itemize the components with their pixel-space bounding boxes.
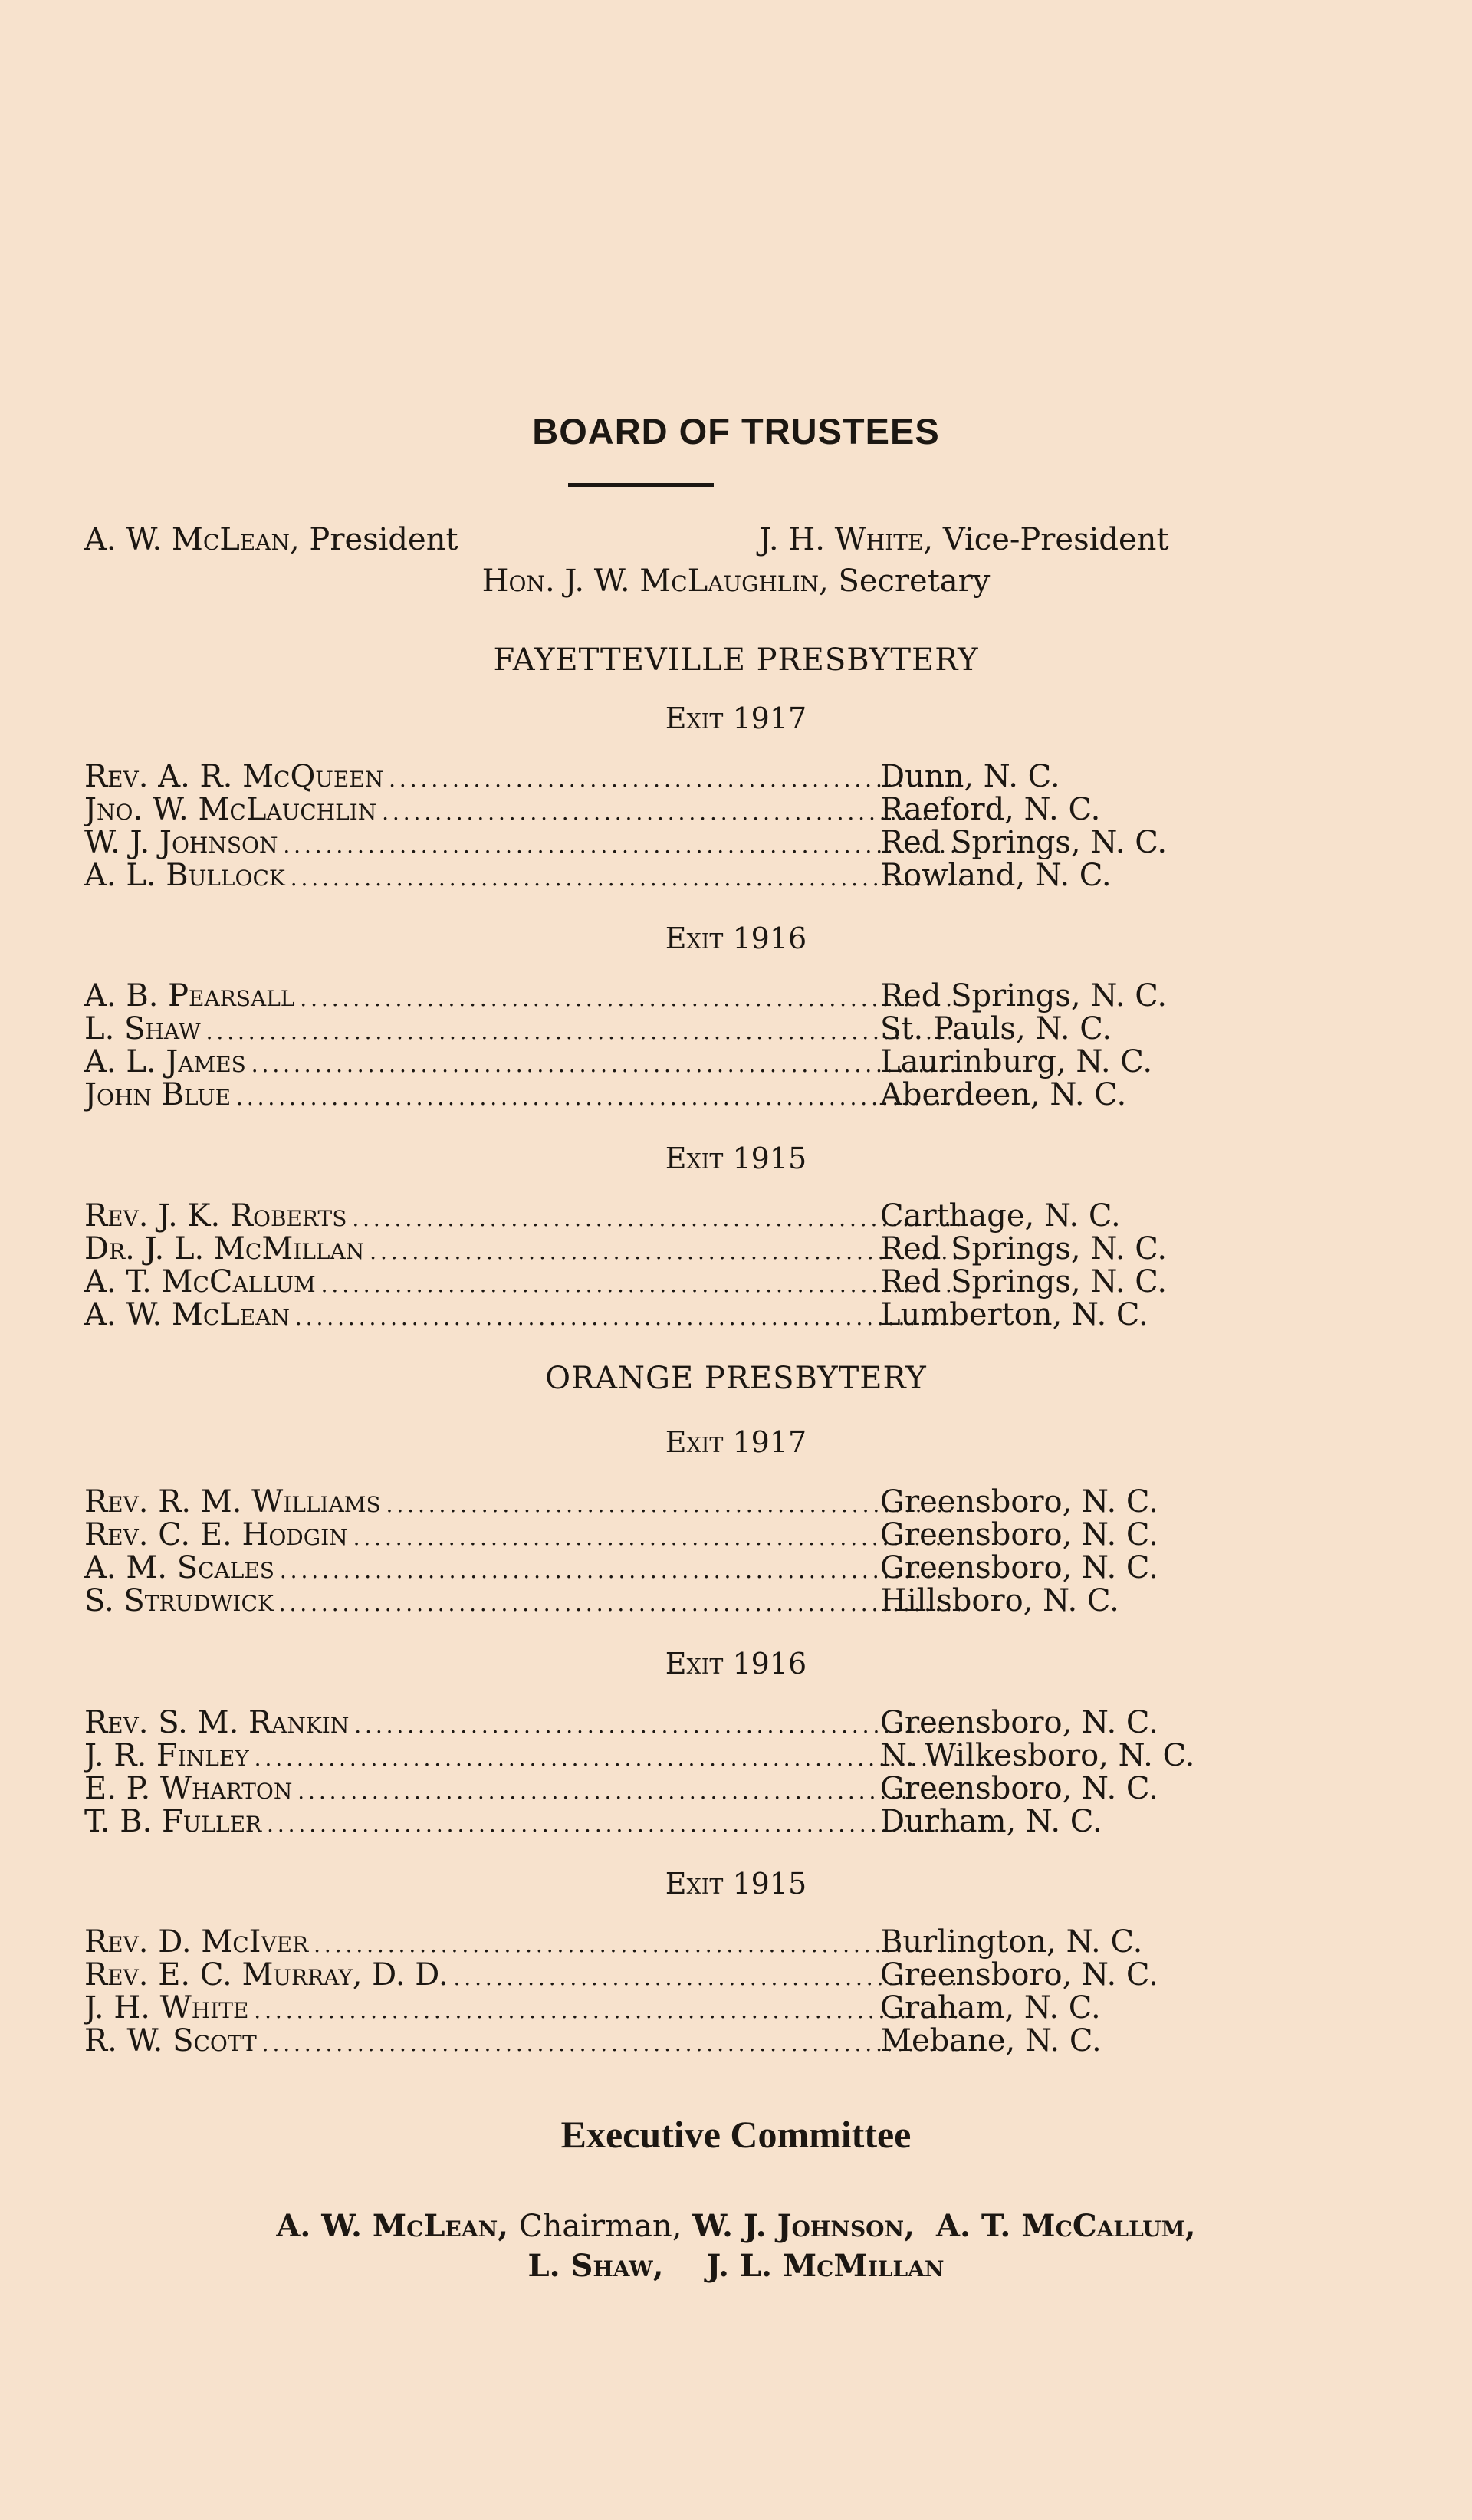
trustee-place: Lumberton, N. C.: [880, 1297, 1148, 1332]
trustee-row: [84, 825, 1211, 859]
trustee-name: A. L. James . . .: [84, 1044, 960, 1079]
trustee-place: Greensboro, N. C.: [880, 1771, 1158, 1806]
committee-member: A. T. McCallum,: [935, 2208, 1196, 2244]
trustee-name: A. B. Pearsall . . .: [84, 978, 960, 1014]
secretary-line: [0, 563, 1472, 599]
trustee-name: A. M. Scales . . .: [84, 1550, 960, 1585]
executive-committee-line-1: [0, 2208, 1472, 2244]
trustee-row: [84, 1924, 1211, 1958]
trustee-name: Rev. E. C. Murray, D. D. . . .: [84, 1957, 960, 1993]
exit-heading: Exit 1917: [665, 1425, 807, 1459]
trustee-place: Greensboro, N. C.: [880, 1957, 1158, 1993]
committee-member: L. Shaw,: [527, 2248, 664, 2284]
trustee-place: Greensboro, N. C.: [880, 1705, 1158, 1740]
exit-heading: Exit 1917: [665, 701, 807, 735]
trustee-name: Rev. D. McIver . . .: [84, 1924, 960, 1960]
trustee-row: [84, 792, 1211, 826]
trustee-name: Jno. W. McLauchlin . . .: [84, 792, 960, 827]
committee-member: W. J. Johnson,: [692, 2208, 915, 2244]
trustee-place: Red Springs, N. C.: [880, 1264, 1168, 1299]
trustee-row: [84, 1957, 1211, 1991]
trustee-name: R. W. Scott . . .: [84, 2023, 960, 2058]
trustee-place: Laurinburg, N. C.: [880, 1044, 1153, 1079]
trustee-row: [84, 1231, 1211, 1265]
trustee-row: [84, 759, 1211, 793]
trustee-name: J. H. White . . .: [84, 1990, 960, 2026]
trustee-row: [84, 1198, 1211, 1232]
trustee-place: Durham, N. C.: [880, 1804, 1102, 1839]
trustee-place: Mebane, N. C.: [880, 2023, 1102, 2058]
trustee-name: Dr. J. L. McMillan . . .: [84, 1231, 960, 1267]
trustee-place: Carthage, N. C.: [880, 1198, 1121, 1234]
secretary-name: Hon. J. W. McLaughlin,: [481, 563, 829, 599]
trustee-place: Graham, N. C.: [880, 1990, 1101, 2026]
trustee-place: Raeford, N. C.: [880, 792, 1101, 827]
vice-president-name: J. H. White,: [759, 522, 934, 557]
vice-president-title: Vice-President: [942, 522, 1169, 557]
trustee-name: Rev. A. R. McQueen . . .: [84, 759, 960, 794]
trustee-row: [84, 1583, 1211, 1617]
trustee-place: St. Pauls, N. C.: [880, 1011, 1112, 1046]
president-name: A. W. McLean,: [84, 522, 300, 557]
trustee-row: [84, 1990, 1211, 2024]
vice-president-line: [759, 522, 1169, 557]
trustee-name: A. T. McCallum . . .: [84, 1264, 960, 1299]
page-title: BOARD OF TRUSTEES: [532, 411, 940, 452]
trustee-row: [84, 1297, 1211, 1331]
trustee-name: A. L. Bullock . . .: [84, 858, 960, 893]
secretary-title: Secretary: [838, 563, 991, 599]
executive-committee-line-2: [0, 2248, 1472, 2284]
trustee-place: Red Springs, N. C.: [880, 1231, 1168, 1267]
trustee-place: Aberdeen, N. C.: [880, 1077, 1127, 1112]
exit-heading: Exit 1915: [665, 1867, 807, 1901]
trustee-row: [84, 1484, 1211, 1518]
trustee-place: N. Wilkesboro, N. C.: [880, 1738, 1195, 1773]
trustee-row: [84, 1264, 1211, 1298]
trustee-name: J. R. Finley . . .: [84, 1738, 960, 1773]
trustee-place: Greensboro, N. C.: [880, 1484, 1158, 1520]
trustee-row: [84, 1517, 1211, 1551]
trustee-name: Rev. C. E. Hodgin . . .: [84, 1517, 960, 1552]
trustee-name: Rev. S. M. Rankin . . .: [84, 1705, 960, 1740]
trustee-row: [84, 978, 1211, 1012]
committee-member: J. L. McMillan: [706, 2248, 945, 2284]
trustee-row: [84, 1771, 1211, 1805]
trustee-name: S. Strudwick . . .: [84, 1583, 960, 1618]
president-line: [84, 522, 458, 557]
trustee-row: [84, 1738, 1211, 1772]
trustee-name: Rev. J. K. Roberts . . .: [84, 1198, 960, 1234]
committee-role: Chairman,: [519, 2209, 682, 2244]
presbytery-heading-fayetteville: FAYETTEVILLE PRESBYTERY: [493, 642, 979, 678]
trustee-place: Red Springs, N. C.: [880, 825, 1168, 860]
trustee-name: A. W. McLean . . .: [84, 1297, 960, 1332]
president-title: President: [309, 522, 458, 557]
trustee-row: [84, 1011, 1211, 1045]
title-divider: [568, 483, 714, 487]
exit-heading: Exit 1916: [665, 1647, 807, 1681]
trustee-row: [84, 1705, 1211, 1739]
trustee-name: T. B. Fuller . . .: [84, 1804, 960, 1839]
presbytery-heading-orange: ORANGE PRESBYTERY: [545, 1361, 927, 1396]
trustee-place: Rowland, N. C.: [880, 858, 1112, 893]
trustee-place: Dunn, N. C.: [880, 759, 1060, 794]
trustee-row: [84, 1077, 1211, 1111]
trustee-place: Red Springs, N. C.: [880, 978, 1168, 1014]
committee-member: A. W. McLean,: [276, 2208, 509, 2244]
exit-heading: Exit 1915: [665, 1142, 807, 1175]
trustee-place: Greensboro, N. C.: [880, 1517, 1158, 1552]
trustee-place: Hillsboro, N. C.: [880, 1583, 1119, 1618]
trustee-name: Rev. R. M. Williams . . .: [84, 1484, 960, 1520]
trustee-name: W. J. Johnson . . .: [84, 825, 960, 860]
trustee-row: [84, 1550, 1211, 1584]
executive-committee-heading: Executive Committee: [560, 2113, 912, 2156]
trustee-row: [84, 2023, 1211, 2057]
trustee-row: [84, 858, 1211, 892]
trustee-name: L. Shaw . . .: [84, 1011, 960, 1046]
trustee-row: [84, 1804, 1211, 1838]
trustee-place: Burlington, N. C.: [880, 1924, 1143, 1960]
trustee-row: [84, 1044, 1211, 1078]
trustee-name: E. P. Wharton . . .: [84, 1771, 960, 1806]
trustee-place: Greensboro, N. C.: [880, 1550, 1158, 1585]
trustee-name: John Blue . . .: [84, 1077, 960, 1112]
exit-heading: Exit 1916: [665, 922, 807, 955]
